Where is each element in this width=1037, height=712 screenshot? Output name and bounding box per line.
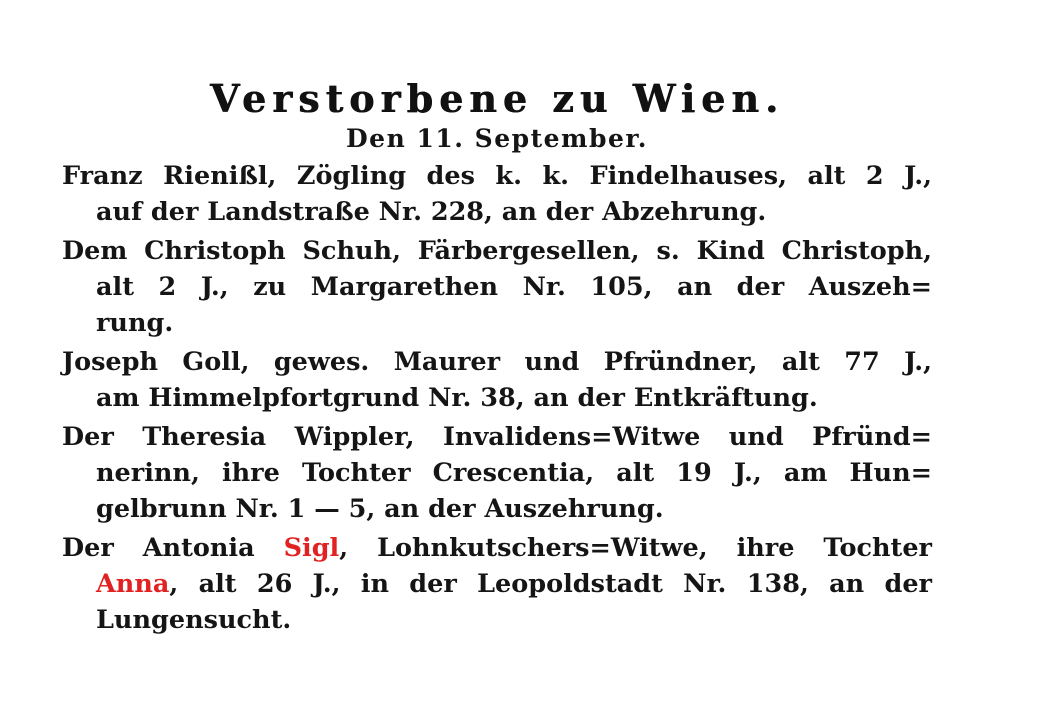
entry-line [62,530,932,566]
text-column [62,76,932,638]
entry-text: , alt 26 J., in der Leopoldstadt Nr. 138, an der [169,569,932,599]
death-entry-1 [62,158,932,230]
death-entry-2 [62,233,932,341]
entry-text: , Lohnkutschers=Witwe, ihre Tochter [339,533,932,563]
death-entry-4 [62,419,932,527]
entry-line: Der Theresia Wippler, Invalidens=Witwe und Pfründ= [62,422,932,452]
entry-line: Joseph Goll, gewes. Maurer und Pfründner, alt 77 J., [62,347,932,377]
entry-line: Lungensucht. [96,605,292,635]
entry-line: Franz Rienißl, Zögling des k. k. Findelhauses, alt 2 J., [62,161,932,191]
date-heading: Den 11. September. [346,124,648,153]
entry-line: rung. [96,308,174,338]
death-entry-3 [62,344,932,416]
entry-line [62,566,932,602]
entry-line: am Himmelpfortgrund Nr. 38, an der Entkräftung. [96,383,818,413]
entry-line: Dem Christoph Schuh, Färbergesellen, s. Kind Christoph, [62,236,932,266]
entry-line: gelbrunn Nr. 1 — 5, an der Auszehrung. [96,494,664,524]
death-entry-5 [62,530,932,638]
highlighted-given-name: Anna [96,569,170,599]
page-title: Verstorbene zu Wien. [209,76,785,121]
entry-line: auf der Landstraße Nr. 228, an der Abzehrung. [96,197,767,227]
entry-text: Der Antonia [62,533,284,563]
entry-line: nerinn, ihre Tochter Crescentia, alt 19 J., am Hun= [96,458,932,488]
highlighted-surname: Sigl [283,533,340,563]
entry-line: alt 2 J., zu Margarethen Nr. 105, an der Auszeh= [96,272,932,302]
